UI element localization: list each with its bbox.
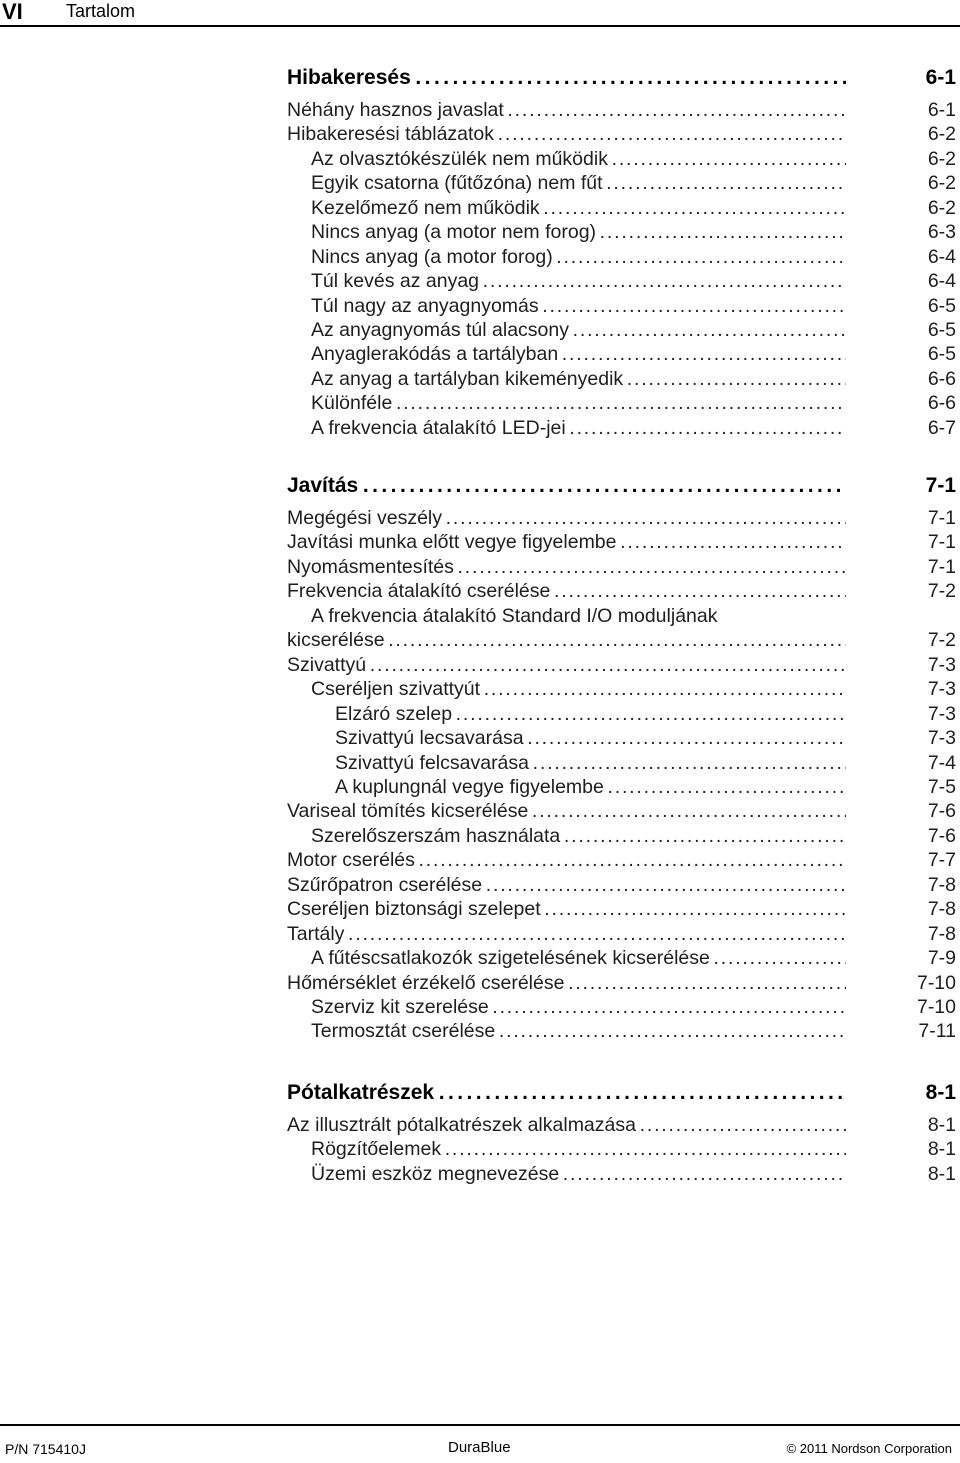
toc-entry-page: 7-5 [927,776,956,798]
toc-entry[interactable] [0,1162,960,1186]
toc-entry-page: 7-8 [927,898,956,920]
toc-entry-page: 6-3 [927,221,956,243]
toc-entry-title: Szerelőszerszám használata . . . [311,824,846,848]
toc-entry-page: 6-6 [927,368,956,390]
toc-entry[interactable] [0,751,960,775]
toc-entry[interactable] [0,799,960,823]
toc-entry[interactable] [0,579,960,603]
toc-section-heading[interactable] [0,474,960,498]
toc-entry-page: 7-3 [927,654,956,676]
toc-entry[interactable] [0,726,960,750]
toc-entry[interactable] [0,245,960,269]
toc-entry-page: 8-1 [927,1163,956,1185]
toc-entry[interactable] [0,318,960,342]
toc-entry-title: Termosztát cserélése . . . [311,1019,846,1043]
toc-entry[interactable] [0,555,960,579]
toc-entry-title: kicserélése . . . [287,628,846,652]
toc-entry-page: 7-3 [927,703,956,725]
toc-entry[interactable] [0,995,960,1019]
toc-entry-page: 7-3 [927,678,956,700]
page-number: VI [2,0,23,24]
toc-entry-title: Üzemi eszköz megnevezése . . . [311,1162,846,1186]
toc-entry[interactable] [0,171,960,195]
toc-entry[interactable] [0,702,960,726]
toc-entry-page: 7-7 [927,849,956,871]
toc-section-page: 7-1 [925,474,956,497]
toc-entry[interactable] [0,824,960,848]
toc-entry-title: Az anyag a tartályban kikeményedik . . . [311,367,846,391]
toc-entry[interactable] [0,367,960,391]
toc-entry-title: A kuplungnál vegye figyelembe . . . [335,775,846,799]
toc-entry[interactable] [0,873,960,897]
toc-entry-title: Hibakeresési táblázatok . . . [287,122,846,146]
toc-entry[interactable] [0,897,960,921]
toc-entry[interactable] [0,391,960,415]
toc-entry-title: Az anyagnyomás túl alacsony . . . [311,318,846,342]
toc-entry[interactable] [0,269,960,293]
toc-entry-page: 6-1 [927,99,956,121]
toc-entry[interactable] [0,1113,960,1137]
toc-entry-title: Cseréljen szivattyút . . . [311,677,846,701]
toc-section-heading[interactable] [0,1081,960,1105]
toc-entry-title: Túl nagy az anyagnyomás . . . [311,294,846,318]
page-header [0,0,960,27]
toc-entry-title: Hőmérséklet érzékelő cserélése . . . [287,971,846,995]
toc-entry-page: 6-4 [927,246,956,268]
page-footer [0,1424,960,1463]
toc-entry-title: Nyomásmentesítés . . . [287,555,846,579]
toc-entry-title: Anyaglerakódás a tartályban . . . [311,342,846,366]
toc-entry[interactable] [0,506,960,530]
toc-entry-title: Elzáró szelep . . . [335,702,846,726]
toc-entry-page: 7-1 [927,507,956,529]
toc-entry-title: Frekvencia átalakító cserélése . . . [287,579,846,603]
toc-entry[interactable] [0,653,960,677]
toc-entry-title: Kezelőmező nem működik . . . [311,196,846,220]
toc-entry-page: 7-1 [927,531,956,553]
toc-entry-page: 6-2 [927,123,956,145]
toc-entry-title: Tartály . . . [287,922,846,946]
toc-entry[interactable] [0,677,960,701]
toc-section-title: Hibakeresés . . . [287,66,846,90]
toc-entry-page: 7-10 [916,972,956,994]
part-number: P/N 715410J [5,1441,86,1457]
toc-entry-title: A frekvencia átalakító LED-jei . . . [311,416,846,440]
toc-entry-page: 6-7 [927,417,956,439]
toc-entry-title: A fűtéscsatlakozók szigetelésének kicserélése . . . [311,946,846,970]
toc-entry-page: 7-4 [927,752,956,774]
page-title: Tartalom [66,1,136,21]
toc-entry[interactable] [0,220,960,244]
toc-entry-title: Cseréljen biztonsági szelepet . . . [287,897,846,921]
toc-entry-title: Egyik csatorna (fűtőzóna) nem fűt . . . [311,171,846,195]
toc-entry-page: 6-2 [927,197,956,219]
toc-entry-page: 7-1 [927,556,956,578]
toc-entry[interactable] [0,946,960,970]
toc-entry[interactable] [0,98,960,122]
toc-entry-page: 7-6 [927,800,956,822]
toc-entry-title: Szerviz kit szerelése . . . [311,995,846,1019]
toc-entry[interactable] [0,530,960,554]
toc-entry-title: Motor cserélés . . . [287,848,846,872]
toc-entry-page: 6-5 [927,343,956,365]
toc-entry[interactable] [0,342,960,366]
toc-entry-page: 6-5 [927,295,956,317]
toc-entry[interactable] [0,416,960,440]
toc-entry-title: Az illusztrált pótalkatrészek alkalmazása . . . [287,1113,846,1137]
toc-entry[interactable] [0,628,960,652]
toc-section-heading[interactable] [0,66,960,90]
toc-entry[interactable] [0,971,960,995]
toc-entry-page: 7-9 [927,947,956,969]
toc-entry-title: Különféle . . . [311,391,846,415]
toc-entry[interactable] [0,775,960,799]
toc-entry[interactable] [0,294,960,318]
toc-section-title: Javítás . . . [287,474,846,498]
toc-entry-title: Javítási munka előtt vegye figyelembe . . . [287,530,846,554]
toc-entry-title: Szivattyú . . . [287,653,846,677]
toc-entry-title: Megégési veszély . . . [287,506,846,530]
toc-entry-title: Szűrőpatron cserélése . . . [287,873,846,897]
toc-entry-title: Szivattyú lecsavarása . . . [335,726,846,750]
toc-entry-page: 7-11 [918,1020,956,1042]
toc-entry[interactable] [0,922,960,946]
toc-entry-page: 7-6 [927,825,956,847]
toc-entry[interactable] [0,196,960,220]
toc-entry[interactable] [0,122,960,146]
toc-entry-title: Néhány hasznos javaslat . . . [287,98,846,122]
toc-entry-page: 7-2 [927,580,956,602]
toc-entry-page: 6-2 [927,148,956,170]
toc-entry-title: Szivattyú felcsavarása . . . [335,751,846,775]
toc-entry-page: 7-10 [916,996,956,1018]
toc-entry[interactable] [0,848,960,872]
toc-entry[interactable] [0,1019,960,1043]
toc-entry-title: Nincs anyag (a motor nem forog) . . . [311,220,846,244]
toc-entry-page: 6-2 [927,172,956,194]
toc-entry-page: 7-8 [927,874,956,896]
product-name: DuraBlue [448,1439,511,1456]
toc-entry-page: 7-2 [927,629,956,651]
toc-entry-title: Nincs anyag (a motor forog) . . . [311,245,846,269]
toc-entry-page: 8-1 [927,1138,956,1160]
toc-entry-title: Variseal tömítés kicserélése . . . [287,799,846,823]
toc-entry[interactable] [0,147,960,171]
toc-entry-page: 6-4 [927,270,956,292]
toc-entry-title: Az olvasztókészülék nem működik . . . [311,147,846,171]
toc-entry[interactable] [0,604,960,628]
toc-entry-title: Túl kevés az anyag . . . [311,269,846,293]
toc-entry-page: 7-3 [927,727,956,749]
toc-section-page: 8-1 [925,1081,956,1104]
copyright: © 2011 Nordson Corporation [786,1441,952,1456]
toc-entry-page: 7-8 [927,923,956,945]
toc-entry[interactable] [0,1137,960,1161]
toc-section-page: 6-1 [925,66,956,89]
toc-entry-title: Rögzítőelemek . . . [311,1137,846,1161]
toc-entry-page: 8-1 [927,1114,956,1136]
toc-entry-page: 6-5 [927,319,956,341]
toc-section-title: Pótalkatrészek . . . [287,1081,846,1105]
toc-entry-page: 6-6 [927,392,956,414]
toc-entry-title: A frekvencia átalakító Standard I/O moduljának [311,605,718,627]
